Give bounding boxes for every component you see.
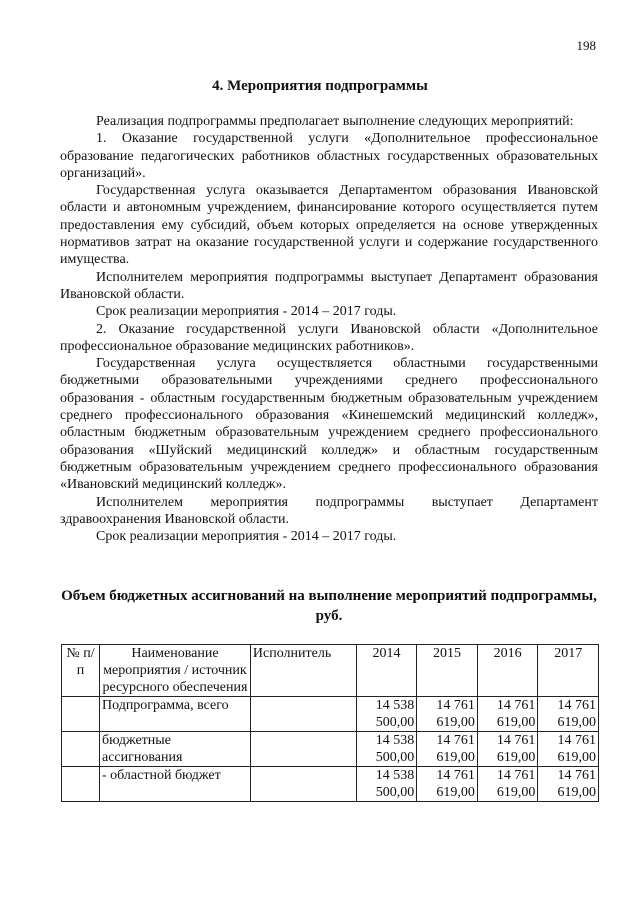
header-2017: 2017 bbox=[538, 645, 599, 697]
paragraph: Срок реализации мероприятия - 2014 – 2017 годы. bbox=[96, 304, 397, 320]
cell-num bbox=[62, 767, 100, 802]
table-row bbox=[62, 732, 599, 767]
table-row bbox=[62, 767, 599, 802]
section-title: 4. Мероприятия подпрограммы bbox=[212, 78, 428, 94]
cell-2016: 14 761 619,00 bbox=[477, 767, 538, 802]
cell-2014: 14 538 500,00 bbox=[356, 732, 417, 767]
cell-num bbox=[62, 697, 100, 732]
header-2015: 2015 bbox=[417, 645, 478, 697]
paragraph: Реализация подпрограммы предполагает выполнение следующих мероприятий: bbox=[96, 114, 574, 129]
cell-executor bbox=[250, 767, 356, 802]
header-name: Наименование мероприятия / источник ресурсного обеспечения bbox=[99, 645, 250, 697]
cell-name: - областной бюджет bbox=[99, 767, 250, 802]
paragraph: Государственная услуга оказывается Департаментом образования Ивановской области и автономным учреждением, финансирование которого осуществляется путем предоставления ему субсидий, объем которых определяется на основе утвержденных нормативов затрат на оказание государственной услуги и содержание государственного имущества. bbox=[60, 183, 598, 268]
cell-num bbox=[62, 732, 100, 767]
cell-2016: 14 761 619,00 bbox=[477, 697, 538, 732]
cell-executor bbox=[250, 732, 356, 767]
cell-2014: 14 538 500,00 bbox=[356, 697, 417, 732]
header-executor: Исполнитель bbox=[250, 645, 356, 697]
cell-2016: 14 761 619,00 bbox=[477, 732, 538, 767]
paragraph: Исполнителем мероприятия подпрограммы выступает Департамент здравоохранения Ивановской области. bbox=[60, 494, 598, 527]
cell-name: Подпрограмма, всего bbox=[99, 697, 250, 732]
paragraph: Исполнителем мероприятия подпрограммы выступает Департамент образования Ивановской области. bbox=[60, 269, 598, 302]
cell-executor bbox=[250, 697, 356, 732]
table-row bbox=[62, 697, 599, 732]
cell-2017: 14 761 619,00 bbox=[538, 767, 599, 802]
cell-name: бюджетные ассигнования bbox=[99, 732, 250, 767]
budget-table bbox=[61, 644, 599, 802]
header-num: № п/п bbox=[62, 645, 100, 697]
table-title: Объем бюджетных ассигнований на выполнение мероприятий подпрограммы, руб. bbox=[61, 588, 597, 624]
paragraph: 2. Оказание государственной услуги Ивановской области «Дополнительное профессиональное образование медицинских работников». bbox=[60, 321, 598, 354]
paragraph: Срок реализации мероприятия - 2014 – 2017 годы. bbox=[96, 529, 397, 545]
header-2014: 2014 bbox=[356, 645, 417, 697]
header-2016: 2016 bbox=[477, 645, 538, 697]
cell-2017: 14 761 619,00 bbox=[538, 697, 599, 732]
cell-2015: 14 761 619,00 bbox=[417, 697, 478, 732]
cell-2014: 14 538 500,00 bbox=[356, 767, 417, 802]
cell-2015: 14 761 619,00 bbox=[417, 767, 478, 802]
cell-2015: 14 761 619,00 bbox=[417, 732, 478, 767]
cell-2017: 14 761 619,00 bbox=[538, 732, 599, 767]
body-text bbox=[60, 113, 598, 545]
paragraph: Государственная услуга осуществляется областными государственными бюджетными образовательными учреждениями среднего профессионального образования - областным государственным бюджетным образовательным учреждением среднего профессионального образования «Кинешемский медицинский колледж», областным бюджетным образовательным учреждением среднего профессионального образования «Шуйский медицинский колледж» и областным государственным бюджетным образовательным учреждением среднего профессионального образования «Ивановский медицинский колледж». bbox=[60, 356, 598, 493]
table-header-row bbox=[62, 645, 599, 697]
paragraph: 1. Оказание государственной услуги «Дополнительное профессиональное образование педагогических работников областных государственных образовательных организаций». bbox=[60, 131, 598, 181]
page-number: 198 bbox=[576, 38, 596, 53]
